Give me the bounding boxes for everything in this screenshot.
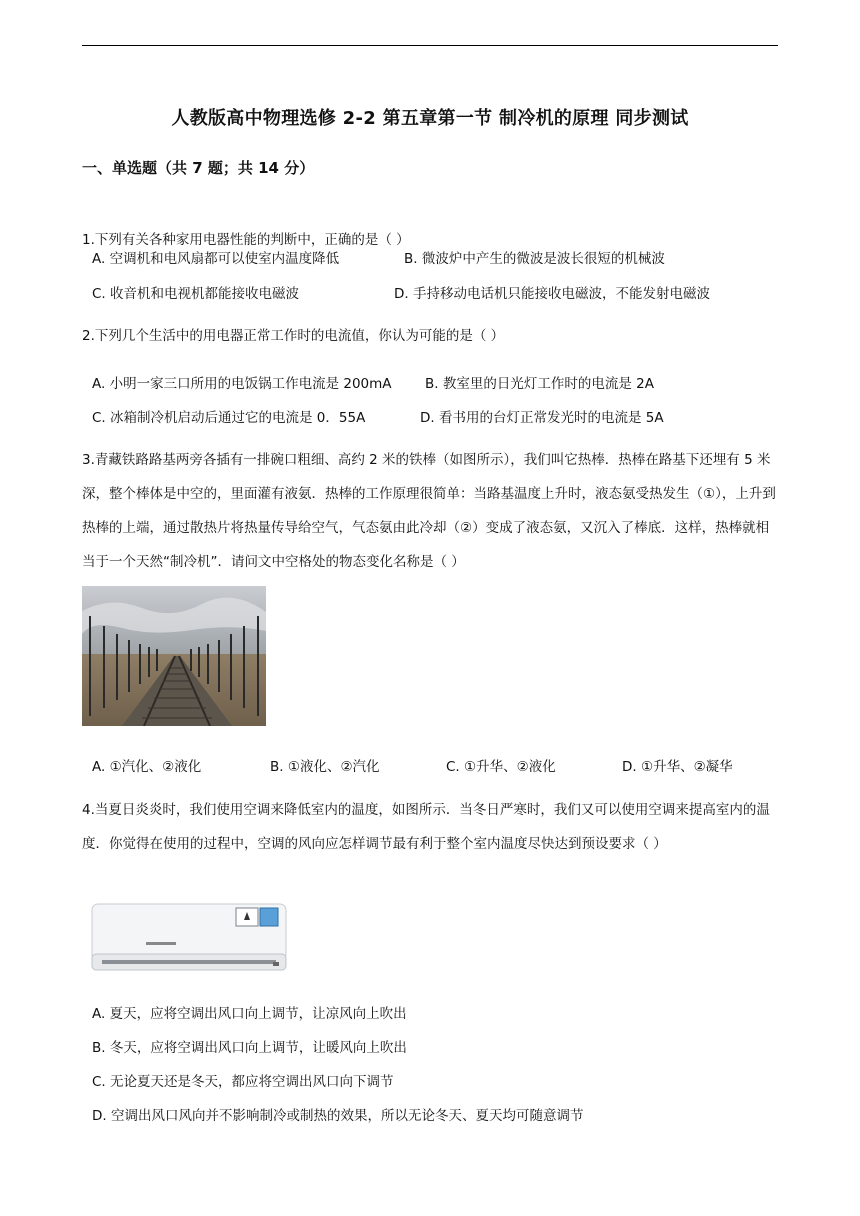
question-3-stem: 3.青藏铁路路基两旁各插有一排碗口粗细、高约 2 米的铁棒（如图所示），我们叫它热棒．热棒在路基下还埋有 5 米深，整个棒体是中空的，里面灌有液氨．热棒的工作原理很简单：当路基温度上升时，液态氨受热发生（①），上升到热棒的上端，通过散热片将热量传导给空气，气态氨由此冷却（②）变成了液态氨，又沉入了棒底．这样，热棒就相当于一个天然“制冷机”．请问文中空格处的物态变化名称是（ ）: [82, 452, 776, 570]
question-4-option-a[interactable]: A. 夏天，应将空调出风口向上调节，让凉风向上吹出: [92, 1006, 407, 1022]
question-2-option-a[interactable]: A. 小明一家三口所用的电饭锅工作电流是 200mA: [92, 376, 392, 392]
question-3-option-d[interactable]: D. ①升华、②凝华: [622, 759, 733, 775]
question-4-option-c[interactable]: C. 无论夏天还是冬天，都应将空调出风口向下调节: [92, 1074, 394, 1090]
question-2-option-b[interactable]: B. 教室里的日光灯工作时的电流是 2A: [425, 376, 654, 392]
question-4-option-b[interactable]: B. 冬天，应将空调出风口向上调节，让暖风向上吹出: [92, 1040, 407, 1056]
page-title: 人教版高中物理选修 2-2 第五章第一节 制冷机的原理 同步测试: [171, 108, 689, 129]
question-2-option-d[interactable]: D. 看书用的台灯正常发光时的电流是 5A: [420, 410, 664, 426]
question-4-option-d[interactable]: D. 空调出风口风向并不影响制冷或制热的效果，所以无论冬天、夏天均可随意调节: [92, 1108, 584, 1124]
question-1-option-b[interactable]: B. 微波炉中产生的微波是波长很短的机械波: [404, 251, 665, 267]
question-3-option-b[interactable]: B. ①液化、②汽化: [270, 759, 380, 775]
question-1-option-d[interactable]: D. 手持移动电话机只能接收电磁波，不能发射电磁波: [394, 286, 710, 302]
air-conditioner-photo: [88, 898, 290, 980]
question-1-stem: 1.下列有关各种家用电器性能的判断中，正确的是（ ）: [82, 232, 410, 248]
question-1-option-c[interactable]: C. 收音机和电视机都能接收电磁波: [92, 286, 300, 302]
question-1-option-a[interactable]: A. 空调机和电风扇都可以使室内温度降低: [92, 251, 340, 267]
question-3-option-a[interactable]: A. ①汽化、②液化: [92, 759, 202, 775]
question-4-stem: 4.当夏日炎炎时，我们使用空调来降低室内的温度，如图所示．当冬日严寒时，我们又可以使用空调来提高室内的温度．你觉得在使用的过程中，空调的风向应怎样调节最有利于整个室内温度尽快达到预设要求（ ）: [82, 802, 770, 852]
header-rule: [82, 45, 778, 46]
question-2-stem: 2.下列几个生活中的用电器正常工作时的电流值，你认为可能的是（ ）: [82, 328, 505, 344]
question-2-option-c[interactable]: C. 冰箱制冷机启动后通过它的电流是 0．55A: [92, 410, 366, 426]
railway-heat-rods-photo: [82, 586, 266, 726]
question-3-option-c[interactable]: C. ①升华、②液化: [446, 759, 556, 775]
section-heading: 一、单选题（共 7 题；共 14 分）: [82, 159, 315, 177]
